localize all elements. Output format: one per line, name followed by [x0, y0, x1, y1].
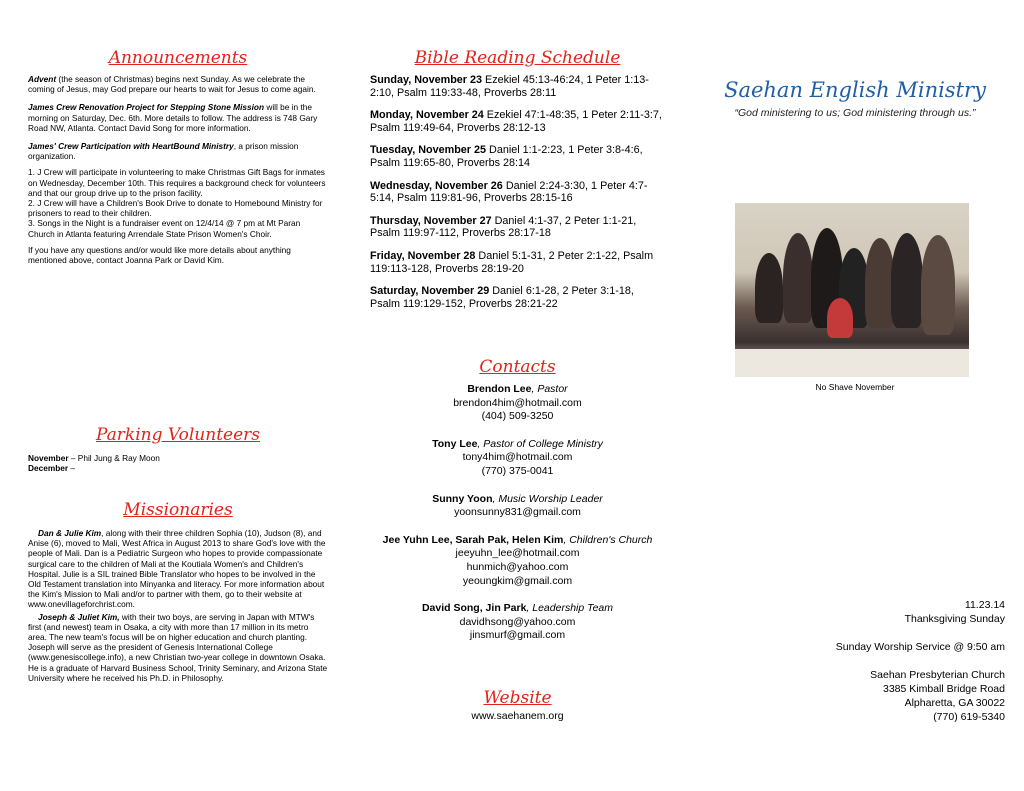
item-1: 1. J Crew will participate in volunteering to make Christmas Gift Bags for inmates on Wednesday, December 10th. This requires a background check for volunteers and that our group drive up to the prison facility.: [28, 167, 326, 198]
bible-day-label: Friday, November 28: [370, 249, 476, 262]
contact-detail[interactable]: brendon4him@hotmail.com: [453, 396, 582, 409]
church-phone: (770) 619-5340: [933, 711, 1005, 723]
contact-entry: [370, 534, 665, 588]
december-label: December: [28, 463, 69, 474]
missionary-text-2: with their two boys, are serving in Japan with MTW's first (and newest) team in Osaka, a city with more than 17 million in its metro area. The new team's focus will be on higher education and church planting. Joseph will serve as the president of Genesis International College (www.genesiscollege.info), a new Christian two-year college in downtown Osaka. He is a graduate of Harvard Business School, Trinity Seminary, and Arizona State University where he received his Ph.D. in Philosophy.: [28, 611, 328, 683]
contact-role: , Leadership Team: [526, 602, 614, 615]
contact-name: David Song, Jin Park: [421, 602, 527, 615]
bible-day-readings: Ezekiel 47:1-48:35, 1 Peter 2:11-3:7, Psalm 119:49-64, Proverbs 28:12-13: [370, 109, 662, 134]
contact-detail[interactable]: jeeyuhn_lee@hotmail.com: [455, 547, 580, 560]
bible-day-label: Tuesday, November 25: [370, 144, 487, 157]
item-3: 3. Songs in the Night is a fundraiser event on 12/4/14 @ 7 pm at Mt Paran Church in Atlanta featuring Arrendale State Prison Women's Choir.: [28, 218, 301, 239]
missionary-text-1: , along with their three children Sophia (10), Judson (8), and Anise (6), moved to Mali, West Africa in August 2013 to share God's love with the people of Mali. Dan is a Pediatric Surgeon who hopes to provide compassionate surgical care to the children of Mali at the Koutiala Women's and Children's Hospital. Julie is a SIL trained Bible Translator who hopes to be involved in the Old Testament translation into Minyanka and literacy. For more information about the Kim's Mission to Mali and/or to partner with them, go to their website at www.onevillageforchrist.com.: [28, 528, 326, 610]
crew-paragraph: [28, 102, 328, 133]
bible-day-readings: Ezekiel 45:13-46:24, 1 Peter 1:13-2:10, Psalm 119:33-48, Proverbs 28:11: [370, 74, 649, 99]
contact-header: [370, 493, 665, 507]
bible-day-label: Sunday, November 23: [370, 74, 483, 86]
parking-heading: Parking Volunteers: [96, 425, 260, 445]
bible-day-entry: [370, 74, 665, 99]
website-url[interactable]: www.saehanem.org: [471, 710, 564, 722]
contacts-heading: Contacts: [479, 357, 556, 377]
contact-detail[interactable]: (770) 375-0041: [481, 464, 554, 477]
contact-entry: [370, 438, 665, 479]
bible-day-label: Thursday, November 27: [370, 214, 492, 227]
photo-caption: No Shave November: [815, 382, 895, 392]
crew-title: James Crew Renovation Project for Stepping Stone Mission: [28, 102, 265, 113]
contact-entry: [370, 493, 665, 520]
contacts-list: [370, 383, 665, 657]
contact-header: [370, 438, 665, 452]
contact-detail[interactable]: jinsmurf@gmail.com: [469, 629, 566, 642]
middle-panel: [370, 0, 665, 791]
contact-detail[interactable]: yeoungkim@gmail.com: [462, 574, 573, 587]
missionary-paragraph-1: [28, 528, 328, 610]
contact-role: , Music Worship Leader: [492, 492, 603, 505]
contact-detail[interactable]: davidhsong@yahoo.com: [459, 615, 576, 628]
announcements-heading: Announcements: [108, 48, 248, 68]
website-heading: Website: [483, 688, 552, 708]
church-address-1: 3385 Kimball Bridge Road: [883, 683, 1005, 695]
church-address-2: Alpharetta, GA 30022: [904, 697, 1005, 709]
bible-day-readings: Daniel 6:1-28, 2 Peter 3:1-18, Psalm 119:129-152, Proverbs 28:21-22: [370, 285, 634, 310]
bible-day-readings: Daniel 1:1-2:23, 1 Peter 3:8-4:6, Psalm 119:65-80, Proverbs 28:14: [370, 144, 643, 169]
left-panel: [28, 0, 328, 791]
missionary-names-1: Dan & Julie Kim: [38, 528, 102, 538]
advent-text: (the season of Christmas) begins next Sunday. As we celebrate the coming of Jesus, may God prepare our hearts to wait for Jesus to come again.: [28, 74, 316, 95]
contact-role: , Children's Church: [563, 533, 653, 546]
bible-day-entry: [370, 180, 665, 205]
bible-day-label: Wednesday, November 26: [370, 179, 503, 192]
bible-day-label: Monday, November 24: [370, 109, 484, 122]
closing-paragraph: If you have any questions and/or would like more details about anything mentioned above, contact Joanna Park or David Kim.: [28, 244, 291, 266]
bible-day-label: Saturday, November 29: [370, 285, 490, 298]
contact-name: Tony Lee: [432, 437, 478, 450]
bible-day-readings: Daniel 5:1-31, 2 Peter 2:1-22, Psalm 119:113-128, Proverbs 28:19-20: [370, 249, 654, 275]
missionaries-heading: Missionaries: [123, 500, 233, 520]
crew-text: will be in the morning on Saturday, Dec. 6th. More details to follow. The address is 748 Gary Road NW, Atlanta. Contact David Song for more information.: [28, 102, 318, 133]
bible-day-readings: Daniel 2:24-3:30, 1 Peter 4:7-5:14, Psalm 119:81-96, Proverbs 28:15-16: [370, 179, 648, 205]
ministry-title: Saehan English Ministry: [724, 78, 986, 102]
missionaries-body: [28, 528, 328, 683]
contact-detail[interactable]: tony4him@hotmail.com: [462, 451, 573, 464]
contact-role: , Pastor of College Ministry: [477, 437, 603, 450]
bible-day-readings: Daniel 4:1-37, 2 Peter 1:1-21, Psalm 119:97-112, Proverbs 28:17-18: [370, 214, 637, 240]
bible-day-entry: [370, 109, 665, 134]
contact-detail[interactable]: yoonsunny831@gmail.com: [454, 506, 581, 519]
november-label: November: [28, 453, 69, 463]
missionary-paragraph-2: [28, 612, 328, 683]
item-2: 2. J Crew will have a Children's Book Drive to donate to Homebound Ministry for prisoners to read to their children.: [28, 198, 323, 219]
contact-detail[interactable]: hunmich@yahoo.com: [466, 560, 569, 573]
contact-header: [370, 534, 665, 548]
contact-detail[interactable]: (404) 509-3250: [481, 410, 554, 423]
missionary-names-2: Joseph & Juliet Kim,: [38, 611, 120, 622]
cover-panel: [700, 0, 1010, 791]
contact-name: Sunny Yoon: [432, 492, 493, 505]
advent-paragraph: [28, 74, 328, 94]
bible-day-entry: [370, 215, 665, 240]
december-value: –: [68, 463, 76, 474]
contact-entry: [370, 602, 665, 643]
contact-name: Jee Yuhn Lee, Sarah Pak, Helen Kim: [382, 533, 564, 546]
bible-heading: Bible Reading Schedule: [414, 48, 621, 68]
advent-title: Advent: [28, 74, 57, 84]
heartbound-paragraph: [28, 141, 328, 161]
church-name: Saehan Presbyterian Church: [870, 669, 1005, 681]
service-date: 11.23.14: [964, 599, 1005, 611]
bible-day-entry: [370, 250, 665, 275]
service-occasion: Thanksgiving Sunday: [904, 613, 1005, 625]
service-time: Sunday Worship Service @ 9:50 am: [835, 641, 1005, 653]
heartbound-text: , a prison mission organization.: [28, 141, 299, 162]
contact-header: [370, 383, 665, 397]
heartbound-title: James' Crew Participation with HeartBound Ministry: [28, 141, 234, 152]
contact-name: Brendon Lee: [467, 383, 532, 395]
parking-list: [28, 453, 328, 473]
ministry-tagline: “God ministering to us; God ministering through us.”: [734, 107, 976, 119]
november-value: – Phil Jung & Ray Moon: [68, 453, 160, 463]
parking-november: [28, 453, 328, 463]
bible-day-entry: [370, 285, 665, 310]
group-photo: [735, 203, 969, 377]
contact-entry: [370, 383, 665, 424]
announcements-body: [28, 74, 328, 265]
parking-december: [28, 463, 328, 473]
contact-role: , Pastor: [531, 383, 568, 395]
bible-day-entry: [370, 144, 665, 169]
bible-schedule: [370, 74, 665, 320]
contact-header: [370, 602, 665, 616]
